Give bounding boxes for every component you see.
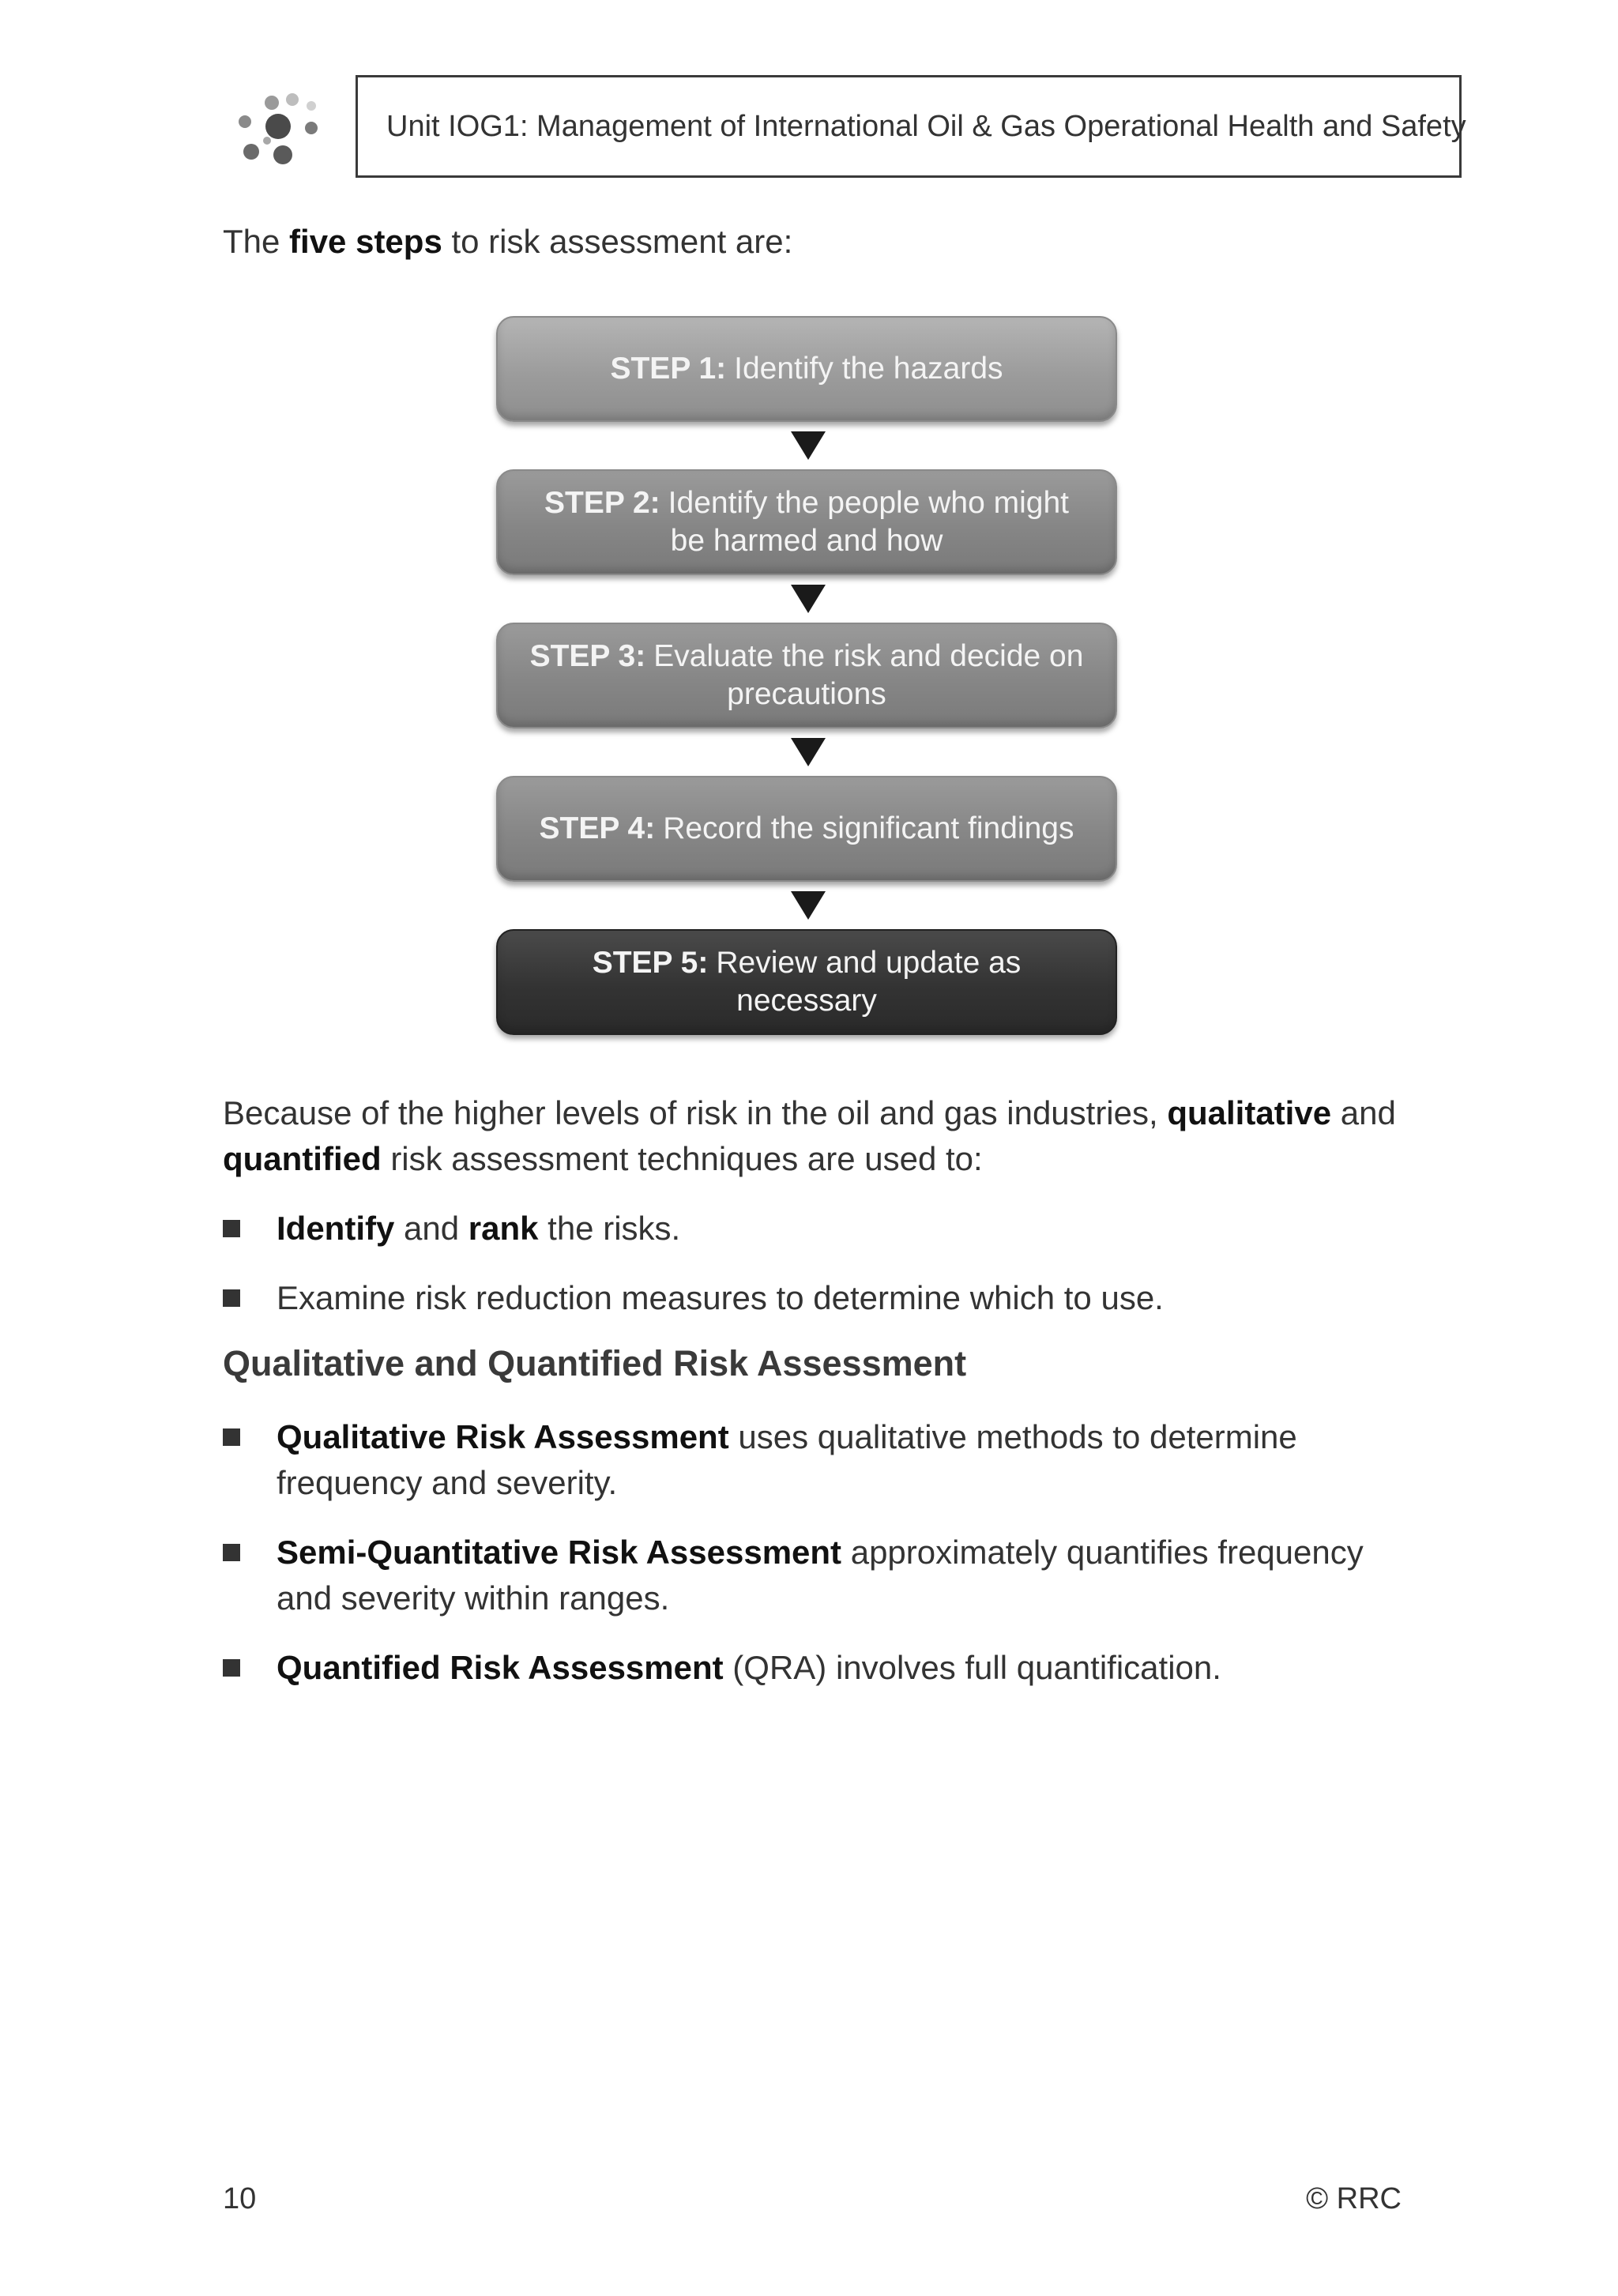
square-bullet-icon (223, 1289, 240, 1307)
section-heading: Qualitative and Quantified Risk Assessment (223, 1343, 967, 1383)
down-arrow-icon (496, 882, 1120, 929)
square-bullet-icon (223, 1428, 240, 1446)
intro-bold: five steps (289, 223, 442, 260)
bold-term: Identify (277, 1210, 395, 1247)
intro-pre: The (223, 223, 290, 260)
intro-text (223, 223, 792, 261)
header-box (356, 75, 1466, 178)
list-text: uses qualitative methods to determine frequency and severity. (277, 1418, 1297, 1501)
list-text: the risks. (538, 1210, 681, 1247)
step-5-label: STEP 5: (592, 946, 709, 980)
list-text: and (394, 1210, 468, 1247)
step-1-label: STEP 1: (610, 352, 727, 386)
para-text-2: and (1331, 1094, 1396, 1131)
step-2-text: Identify the people who might be harmed and how (668, 486, 1069, 558)
bold-term: Quantified Risk Assessment (277, 1649, 724, 1686)
step-4-text: Record the significant findings (663, 811, 1074, 845)
page-number: 10 (223, 2182, 257, 2215)
para-bold-qualitative: qualitative (1167, 1094, 1332, 1131)
square-bullet-icon (223, 1544, 240, 1561)
step-3-box (496, 623, 1117, 728)
list-item (223, 1414, 1424, 1506)
list-item (223, 1645, 1424, 1691)
down-arrow-icon (496, 728, 1120, 776)
para-text-1: Because of the higher levels of risk in the oil and gas industries, (223, 1094, 1168, 1131)
square-bullet-icon (223, 1659, 240, 1677)
intro-post: to risk assessment are: (442, 223, 793, 260)
bold-term: Qualitative Risk Assessment (277, 1418, 729, 1455)
step-2-label: STEP 2: (544, 486, 660, 520)
step-3-label: STEP 3: (529, 639, 646, 673)
step-4-box (496, 776, 1117, 882)
header-title: Unit IOG1: Management of International Oil & Gas Operational Health and Safety (386, 110, 1466, 143)
down-arrow-icon (496, 575, 1120, 623)
step-5-text: Review and update as necessary (716, 946, 1022, 1018)
step-2-box (496, 469, 1117, 575)
list-text: approximately quantifies frequency and severity within ranges. (277, 1534, 1364, 1617)
down-arrow-icon (496, 422, 1120, 469)
bold-term: rank (468, 1210, 539, 1247)
para-bold-quantified: quantified (223, 1140, 382, 1177)
risk-assessment-flowchart (496, 316, 1120, 1035)
copyright: © RRC (1306, 2182, 1402, 2215)
list-item (223, 1206, 1424, 1252)
step-3-text: Evaluate the risk and decide on precautions (653, 639, 1084, 711)
intro-paragraph (223, 1090, 1408, 1182)
list-item (223, 1530, 1424, 1621)
step-1-box (496, 316, 1117, 422)
para-text-3: risk assessment techniques are used to: (381, 1140, 983, 1177)
square-bullet-icon (223, 1220, 240, 1237)
step-1-text: Identify the hazards (734, 352, 1003, 386)
bold-term: Semi-Quantitative Risk Assessment (277, 1534, 842, 1571)
uses-list (223, 1206, 1424, 1345)
list-item (223, 1275, 1424, 1321)
step-4-label: STEP 4: (539, 811, 656, 845)
list-text: Examine risk reduction measures to determine which to use. (277, 1279, 1164, 1316)
list-text: (QRA) involves full quantification. (723, 1649, 1221, 1686)
molecule-dots-icon (234, 92, 332, 167)
assessment-types-list (223, 1414, 1424, 1714)
step-5-box (496, 929, 1117, 1035)
